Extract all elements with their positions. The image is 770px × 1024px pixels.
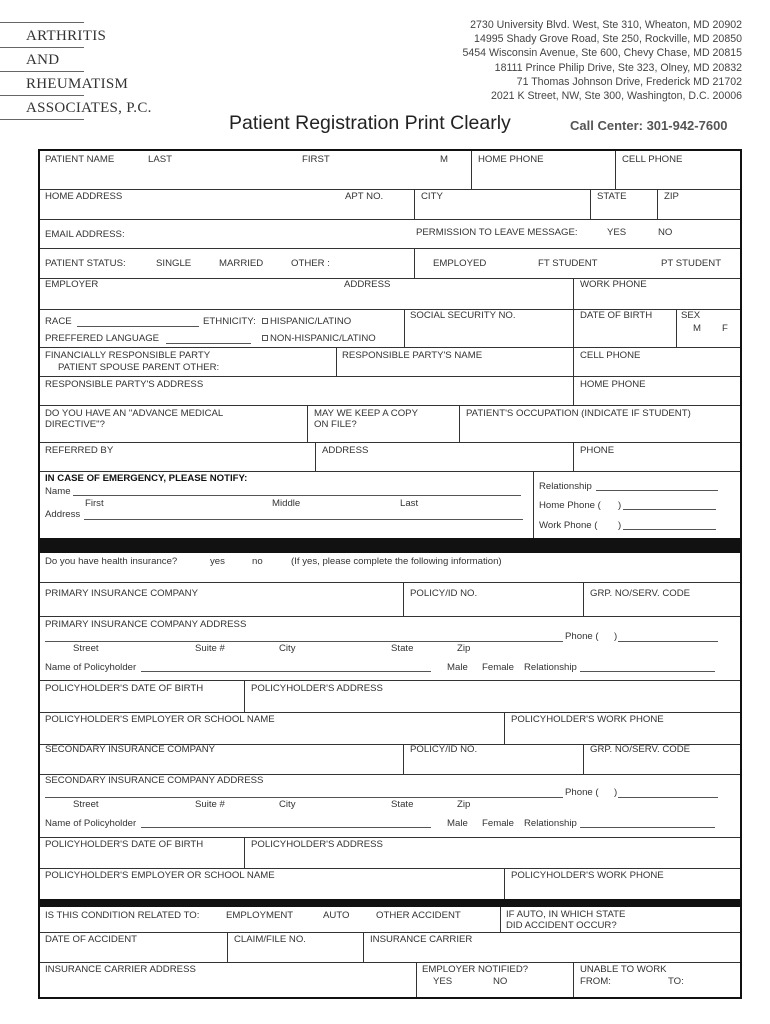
divider [573,347,574,376]
primary-address-line [45,641,563,642]
state-label: State [391,799,414,810]
condition-other: OTHER ACCIDENT [376,910,461,921]
row-divider [40,376,740,377]
carrier-address-label: INSURANCE CARRIER ADDRESS [45,964,196,975]
female-label: Female [482,818,514,829]
unable-label: UNABLE TO WORK [580,964,667,975]
divider [244,837,245,868]
status-other: OTHER : [291,258,330,269]
employer-notified-label: EMPLOYER NOTIFIED? [422,964,529,975]
ssn-label: SOCIAL SECURITY NO. [410,310,516,321]
sex-f: F [722,323,728,334]
logo-word: AND [26,52,60,68]
divider [363,932,364,962]
divider [244,680,245,712]
last-label: LAST [148,154,172,165]
office-addresses [462,18,742,103]
notified-yes: YES [433,976,453,987]
state-label: STATE [597,191,627,202]
ph-employer-label: POLICYHOLDER'S EMPLOYER OR SCHOOL NAME [45,714,275,725]
divider [573,376,574,405]
advance-label-2: DIRECTIVE"? [45,419,105,430]
emergency-relationship: Relationship [539,481,592,492]
divider [573,442,574,471]
logo-word: ARTHRITIS [26,28,107,44]
divider [414,189,415,219]
state-label: State [391,643,414,654]
relationship-label: Relationship [524,662,577,673]
employer-label: EMPLOYER [45,279,99,290]
resp-cell-label: CELL PHONE [580,350,641,361]
row-divider [40,347,740,348]
divider [227,932,228,962]
row-divider [40,471,740,472]
apt-label: APT NO. [345,191,384,202]
referred-phone-label: PHONE [580,445,615,456]
emergency-address-label: Address [45,509,81,520]
primary-grp-label: GRP. NO/SERV. CODE [590,588,691,599]
permission-label: PERMISSION TO LEAVE MESSAGE: [416,227,578,238]
suite-label: Suite # [195,799,225,810]
work-phone-label: WORK PHONE [580,279,647,290]
close-paren: ) [618,520,622,531]
secondary-policy-label: POLICY/ID NO. [410,744,478,755]
divider [676,309,677,347]
city-label: City [279,643,296,654]
emergency-address-line [84,519,523,520]
resp-home-label: HOME PHONE [580,379,646,390]
primary-company-label: PRIMARY INSURANCE COMPANY [45,588,198,599]
insurance-question: Do you have health insurance? [45,556,178,567]
divider [459,405,460,442]
street-label: Street [73,799,99,810]
row-divider [40,962,740,963]
divider [657,189,658,219]
checkbox-icon[interactable] [262,335,268,341]
male-label: Male [447,662,468,673]
email-label: EMAIL ADDRESS: [45,229,125,240]
mi-label: M [440,154,448,165]
row-divider [40,680,740,681]
suite-label: Suite # [195,643,225,654]
primary-phone-label: Phone ( [565,631,599,642]
divider [504,868,505,899]
insurance-note: (If yes, please complete the following information) [291,556,502,567]
logo-rule [0,47,84,48]
street-label: Street [73,643,99,654]
status-single: SINGLE [156,258,192,269]
ph-address-label: POLICYHOLDER'S ADDRESS [251,683,383,694]
divider [307,405,308,442]
female-label: Female [482,662,514,673]
status-label: PATIENT STATUS: [45,258,126,269]
divider [583,744,584,774]
emergency-heading: IN CASE OF EMERGENCY, PLEASE NOTIFY: [45,473,248,484]
policyholder-line [141,827,431,828]
permission-yes: YES [607,227,627,238]
sex-m: M [693,323,701,334]
policyholder-line [141,671,431,672]
copy-label-2: ON FILE? [314,419,357,430]
registration-form [38,149,742,999]
zip-label: ZIP [664,191,679,202]
emergency-name-label: Name [45,486,71,497]
status-ft-student: FT STUDENT [538,258,598,269]
ph-dob-label: POLICYHOLDER'S DATE OF BIRTH [45,839,204,850]
office-address: 5454 Wisconsin Avenue, Ste 600, Chevy Chase, MD 20815 [462,47,742,60]
ph-address-label: POLICYHOLDER'S ADDRESS [251,839,383,850]
divider [573,962,574,997]
row-divider [40,189,740,190]
secondary-grp-label: GRP. NO/SERV. CODE [590,744,691,755]
row-divider [40,442,740,443]
home-phone-label: HOME PHONE [478,154,544,165]
dob-label: DATE OF BIRTH [580,310,653,321]
policyholder-label: Name of Policyholder [45,818,137,829]
zip-label: Zip [457,643,471,654]
status-employed: EMPLOYED [433,258,487,269]
non-hispanic-option[interactable] [262,333,376,344]
row-divider [40,868,740,869]
hispanic-option[interactable] [262,316,351,327]
divider [403,582,404,616]
divider [533,471,534,538]
row-divider [40,932,740,933]
section-band [40,899,740,907]
race-line [77,326,199,327]
insurance-no: no [252,556,263,567]
relationship-line [596,490,718,491]
non-hispanic-label: NON-HISPANIC/LATINO [270,333,376,344]
referred-label: REFERRED BY [45,445,114,456]
office-address: 14995 Shady Grove Road, Ste 250, Rockville, MD 20850 [474,33,742,46]
occupation-label: PATIENT'S OCCUPATION (INDICATE IF STUDENT) [466,408,691,419]
status-pt-student: PT STUDENT [661,258,722,269]
resp-name-label: RESPONSIBLE PARTY'S NAME [342,350,483,361]
row-divider [40,248,740,249]
secondary-phone-label: Phone ( [565,787,599,798]
close-paren: ) [618,500,622,511]
male-label: Male [447,818,468,829]
ph-dob-label: POLICYHOLDER'S DATE OF BIRTH [45,683,204,694]
language-label: PREFFERED LANGUAGE [45,333,160,344]
secondary-address-label: SECONDARY INSURANCE COMPANY ADDRESS [45,775,264,786]
row-divider [40,582,740,583]
emergency-home-phone: Home Phone ( [539,500,601,511]
race-label: RACE [45,316,72,327]
emergency-work-phone: Work Phone ( [539,520,598,531]
work-phone-line [623,529,716,530]
status-married: MARRIED [219,258,264,269]
condition-question: IS THIS CONDITION RELATED TO: [45,910,200,921]
zip-label: Zip [457,799,471,810]
carrier-label: INSURANCE CARRIER [370,934,473,945]
condition-auto: AUTO [323,910,350,921]
emergency-last: Last [400,498,419,509]
row-divider [40,616,740,617]
copy-label-1: MAY WE KEEP A COPY [314,408,418,419]
logo-rule [0,119,84,120]
divider [403,744,404,774]
primary-address-label: PRIMARY INSURANCE COMPANY ADDRESS [45,619,247,630]
insurance-yes: yes [210,556,225,567]
logo-word: RHEUMATISM [26,76,129,92]
if-auto-label-2: DID ACCIDENT OCCUR? [506,920,617,931]
divider [573,278,574,309]
first-label: FIRST [302,154,330,165]
primary-phone-line [618,641,718,642]
close-paren: ) [614,787,618,798]
emergency-middle: Middle [272,498,301,509]
divider [404,309,405,347]
call-center: Call Center: 301-942-7600 [570,118,728,133]
unable-from: FROM: [580,976,611,987]
emergency-first: First [85,498,104,509]
form-title: Patient Registration Print Clearly [229,112,511,134]
resp-address-label: RESPONSIBLE PARTY'S ADDRESS [45,379,204,390]
home-address-label: HOME ADDRESS [45,191,123,202]
city-label: CITY [421,191,443,202]
unable-to: TO: [668,976,684,987]
office-address: 2730 University Blvd. West, Ste 310, Wheaton, MD 20902 [470,19,742,31]
office-address: 2021 K Street, NW, Ste 300, Washington, D.C. 20006 [490,90,742,103]
logo-word: ASSOCIATES, P.C. [26,100,152,116]
hispanic-label: HISPANIC/LATINO [270,316,352,327]
fin-resp-options: PATIENT SPOUSE PARENT OTHER: [58,362,220,373]
logo-rule [0,22,84,23]
date-accident-label: DATE OF ACCIDENT [45,934,138,945]
office-address: 71 Thomas Johnson Drive, Frederick MD 21702 [516,75,742,88]
checkbox-icon[interactable] [262,318,268,324]
referred-address-label: ADDRESS [322,445,369,456]
divider [315,442,316,471]
relationship-line [580,671,715,672]
language-line [166,343,251,344]
divider [416,962,417,997]
divider [615,151,616,189]
if-auto-label-1: IF AUTO, IN WHICH STATE [506,909,626,920]
claim-label: CLAIM/FILE NO. [234,934,306,945]
fin-resp-label: FINANCIALLY RESPONSIBLE PARTY [45,350,211,361]
divider [590,189,591,219]
ethnicity-label: ETHNICITY: [203,316,256,327]
divider [336,347,337,376]
cell-phone-label: CELL PHONE [622,154,683,165]
divider [414,248,415,278]
ph-work-phone-label: POLICYHOLDER'S WORK PHONE [511,870,664,881]
employer-address-label: ADDRESS [344,279,391,290]
relationship-label: Relationship [524,818,577,829]
notified-no: NO [493,976,508,987]
divider [573,309,574,347]
close-paren: ) [614,631,618,642]
patient-name-label: PATIENT NAME [45,154,115,165]
row-divider [40,405,740,406]
relationship-line [580,827,715,828]
condition-employment: EMPLOYMENT [226,910,294,921]
divider [583,582,584,616]
row-divider [40,712,740,713]
policyholder-label: Name of Policyholder [45,662,137,673]
logo-rule [0,71,84,72]
ph-employer-label: POLICYHOLDER'S EMPLOYER OR SCHOOL NAME [45,870,275,881]
section-band [40,538,740,553]
emergency-name-line [73,495,521,496]
row-divider [40,837,740,838]
divider [504,712,505,744]
ph-work-phone-label: POLICYHOLDER'S WORK PHONE [511,714,664,725]
secondary-company-label: SECONDARY INSURANCE COMPANY [45,744,216,755]
primary-policy-label: POLICY/ID NO. [410,588,478,599]
permission-no: NO [658,227,673,238]
logo-rule [0,95,84,96]
home-phone-line [623,509,716,510]
secondary-address-line [45,797,563,798]
advance-label-1: DO YOU HAVE AN "ADVANCE MEDICAL [45,408,224,419]
secondary-phone-line [618,797,718,798]
city-label: City [279,799,296,810]
row-divider [40,219,740,220]
office-address: 18111 Prince Philip Drive, Ste 323, Olney, MD 20832 [494,61,742,74]
sex-label: SEX [681,310,701,321]
divider [500,907,501,932]
divider [471,151,472,189]
